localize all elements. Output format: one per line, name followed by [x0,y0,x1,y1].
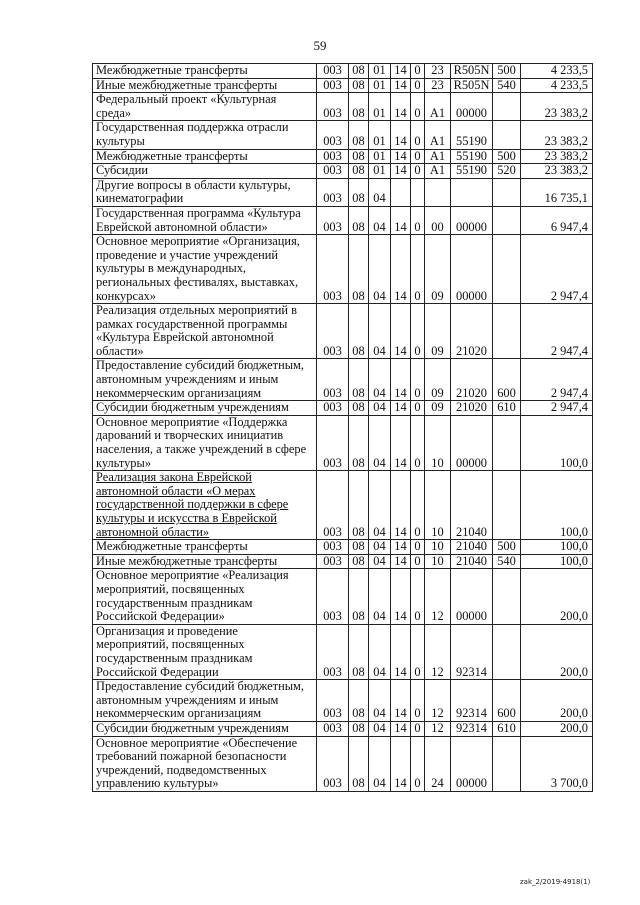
row-name: Межбюджетные трансферты [93,540,317,555]
podrazdel-code: 01 [369,164,391,179]
page-number: 59 [313,38,327,53]
direction-code: 21020 [451,304,493,359]
amount: 3 700,0 [521,736,593,791]
direction-code: 92314 [451,624,493,679]
razdel-code: 08 [349,149,369,164]
subprogram-code [411,178,425,206]
row-name: Государственная поддержка отрасли культуры [93,121,317,149]
vedomstvo-code: 003 [317,415,349,470]
vedomstvo-code: 003 [317,680,349,722]
table-row [93,736,593,791]
amount: 4 233,5 [521,64,593,79]
direction-code [451,178,493,206]
program-code: 14 [391,78,411,93]
event-code: 09 [425,235,451,304]
podrazdel-code: 04 [369,235,391,304]
event-code: A1 [425,149,451,164]
amount: 16 735,1 [521,178,593,206]
vedomstvo-code: 003 [317,78,349,93]
row-name: Федеральный проект «Культурная среда» [93,93,317,121]
razdel-code: 08 [349,121,369,149]
razdel-code: 08 [349,721,369,736]
table-row [93,415,593,470]
razdel-code: 08 [349,680,369,722]
amount: 100,0 [521,471,593,540]
expense-type-code: 600 [493,359,521,401]
expense-type-code [493,624,521,679]
expense-type-code: 610 [493,401,521,416]
program-code: 14 [391,359,411,401]
event-code: A1 [425,93,451,121]
podrazdel-code: 04 [369,624,391,679]
direction-code: 21040 [451,554,493,569]
vedomstvo-code: 003 [317,164,349,179]
razdel-code: 08 [349,304,369,359]
subprogram-code: 0 [411,78,425,93]
program-code: 14 [391,401,411,416]
row-name: Субсидии бюджетным учреждениям [93,721,317,736]
podrazdel-code: 04 [369,721,391,736]
table-row [93,235,593,304]
table-row [93,401,593,416]
razdel-code: 08 [349,554,369,569]
amount: 100,0 [521,554,593,569]
subprogram-code: 0 [411,401,425,416]
razdel-code: 08 [349,93,369,121]
podrazdel-code: 04 [369,359,391,401]
razdel-code: 08 [349,736,369,791]
row-name: Основное мероприятие «Реализация мероприятий, посвященных государственным праздникам Российской Федерации» [93,569,317,624]
row-name: Основное мероприятие «Поддержка дарований и творческих инициатив населения, а также учреждений в сфере культуры» [93,415,317,470]
vedomstvo-code: 003 [317,121,349,149]
event-code: 09 [425,304,451,359]
subprogram-code: 0 [411,624,425,679]
vedomstvo-code: 003 [317,178,349,206]
vedomstvo-code: 003 [317,359,349,401]
program-code [391,178,411,206]
row-name: Иные межбюджетные трансферты [93,78,317,93]
row-name: Основное мероприятие «Обеспечение требований пожарной безопасности учреждений, подведомственных управлению культуры» [93,736,317,791]
event-code: A1 [425,164,451,179]
event-code: 23 [425,64,451,79]
amount: 200,0 [521,680,593,722]
subprogram-code: 0 [411,304,425,359]
vedomstvo-code: 003 [317,540,349,555]
amount: 200,0 [521,721,593,736]
row-name: Другие вопросы в области культуры, кинематографии [93,178,317,206]
vedomstvo-code: 003 [317,304,349,359]
amount: 100,0 [521,540,593,555]
event-code: A1 [425,121,451,149]
vedomstvo-code: 003 [317,93,349,121]
program-code: 14 [391,121,411,149]
podrazdel-code: 04 [369,206,391,234]
table-row [93,149,593,164]
subprogram-code: 0 [411,540,425,555]
direction-code: 00000 [451,206,493,234]
event-code: 00 [425,206,451,234]
subprogram-code: 0 [411,359,425,401]
subprogram-code: 0 [411,164,425,179]
expense-type-code [493,93,521,121]
podrazdel-code: 04 [369,540,391,555]
direction-code: R505N [451,78,493,93]
direction-code: 55190 [451,164,493,179]
amount: 6 947,4 [521,206,593,234]
subprogram-code: 0 [411,235,425,304]
expense-type-code [493,415,521,470]
amount: 2 947,4 [521,359,593,401]
vedomstvo-code: 003 [317,206,349,234]
razdel-code: 08 [349,206,369,234]
program-code: 14 [391,471,411,540]
razdel-code: 08 [349,235,369,304]
vedomstvo-code: 003 [317,149,349,164]
vedomstvo-code: 003 [317,471,349,540]
expense-type-code: 610 [493,721,521,736]
podrazdel-code: 04 [369,415,391,470]
vedomstvo-code: 003 [317,736,349,791]
event-code: 12 [425,624,451,679]
subprogram-code: 0 [411,554,425,569]
event-code: 12 [425,569,451,624]
event-code: 12 [425,680,451,722]
direction-code: 55190 [451,149,493,164]
budget-table-body [93,64,593,792]
program-code: 14 [391,64,411,79]
vedomstvo-code: 003 [317,554,349,569]
event-code: 10 [425,540,451,555]
expense-type-code: 600 [493,680,521,722]
program-code: 14 [391,149,411,164]
event-code: 09 [425,401,451,416]
row-name: Государственная программа «Культура Еврейской автономной области» [93,206,317,234]
program-code: 14 [391,93,411,121]
table-row [93,206,593,234]
program-code: 14 [391,235,411,304]
razdel-code: 08 [349,359,369,401]
program-code: 14 [391,415,411,470]
direction-code: 21020 [451,401,493,416]
row-name: Иные межбюджетные трансферты [93,554,317,569]
event-code: 10 [425,554,451,569]
row-name: Организация и проведение мероприятий, посвященных государственным праздникам Российской Федерации [93,624,317,679]
amount: 23 383,2 [521,93,593,121]
podrazdel-code: 04 [369,680,391,722]
expense-type-code: 500 [493,540,521,555]
razdel-code: 08 [349,164,369,179]
direction-code: 00000 [451,235,493,304]
expense-type-code [493,121,521,149]
expense-type-code [493,569,521,624]
subprogram-code: 0 [411,736,425,791]
amount: 100,0 [521,415,593,470]
event-code: 09 [425,359,451,401]
razdel-code: 08 [349,78,369,93]
table-row [93,304,593,359]
table-row [93,164,593,179]
podrazdel-code: 01 [369,121,391,149]
table-row [93,680,593,722]
table-row [93,540,593,555]
expense-type-code [493,736,521,791]
row-name: Предоставление субсидий бюджетным, автономным учреждениям и иным некоммерческим организациям [93,359,317,401]
razdel-code: 08 [349,569,369,624]
program-code: 14 [391,569,411,624]
expense-type-code: 540 [493,78,521,93]
budget-table [92,63,593,792]
razdel-code: 08 [349,624,369,679]
document-footer-code: zak_2/2019-4918(1) [520,878,591,886]
direction-code: 92314 [451,680,493,722]
table-row [93,554,593,569]
direction-code: 00000 [451,569,493,624]
program-code: 14 [391,680,411,722]
amount: 2 947,4 [521,401,593,416]
podrazdel-code: 04 [369,304,391,359]
podrazdel-code: 04 [369,401,391,416]
subprogram-code: 0 [411,93,425,121]
vedomstvo-code: 003 [317,401,349,416]
event-code: 12 [425,721,451,736]
expense-type-code [493,235,521,304]
amount: 200,0 [521,569,593,624]
table-row [93,624,593,679]
podrazdel-code: 04 [369,554,391,569]
event-code [425,178,451,206]
table-row [93,178,593,206]
expense-type-code [493,178,521,206]
vedomstvo-code: 003 [317,569,349,624]
vedomstvo-code: 003 [317,64,349,79]
table-row [93,569,593,624]
podrazdel-code: 04 [369,178,391,206]
program-code: 14 [391,206,411,234]
row-name: Субсидии бюджетным учреждениям [93,401,317,416]
vedomstvo-code: 003 [317,235,349,304]
direction-code: 00000 [451,736,493,791]
razdel-code: 08 [349,471,369,540]
razdel-code: 08 [349,415,369,470]
amount: 4 233,5 [521,78,593,93]
row-name: Реализация отдельных мероприятий в рамках государственной программы «Культура Еврейской автономной области» [93,304,317,359]
subprogram-code: 0 [411,680,425,722]
program-code: 14 [391,554,411,569]
program-code: 14 [391,304,411,359]
vedomstvo-code: 003 [317,721,349,736]
expense-type-code: 500 [493,64,521,79]
direction-code: 00000 [451,415,493,470]
row-name: Предоставление субсидий бюджетным, автономным учреждениям и иным некоммерческим организациям [93,680,317,722]
direction-code: 21040 [451,540,493,555]
row-name: Субсидии [93,164,317,179]
subprogram-code: 0 [411,415,425,470]
event-code: 10 [425,471,451,540]
subprogram-code: 0 [411,64,425,79]
podrazdel-code: 04 [369,471,391,540]
table-row [93,359,593,401]
razdel-code: 08 [349,540,369,555]
podrazdel-code: 04 [369,736,391,791]
row-name: Основное мероприятие «Организация, проведение и участие учреждений культуры в международных, региональных фестивалях, выставках, конкурсах» [93,235,317,304]
program-code: 14 [391,624,411,679]
direction-code: 21040 [451,471,493,540]
table-row [93,721,593,736]
razdel-code: 08 [349,64,369,79]
amount: 23 383,2 [521,164,593,179]
program-code: 14 [391,164,411,179]
podrazdel-code: 04 [369,569,391,624]
expense-type-code [493,206,521,234]
direction-code: 21020 [451,359,493,401]
amount: 200,0 [521,624,593,679]
razdel-code: 08 [349,401,369,416]
event-code: 10 [425,415,451,470]
expense-type-code: 540 [493,554,521,569]
vedomstvo-code: 003 [317,624,349,679]
podrazdel-code: 01 [369,78,391,93]
subprogram-code: 0 [411,721,425,736]
amount: 23 383,2 [521,149,593,164]
amount: 2 947,4 [521,304,593,359]
expense-type-code [493,304,521,359]
expense-type-code [493,471,521,540]
direction-code: 92314 [451,721,493,736]
program-code: 14 [391,721,411,736]
row-name[interactable]: Реализация закона Еврейской автономной области «О мерах государственной поддержки в сфере культуры и искусства в Еврейской автономной области» [93,471,317,540]
row-name: Межбюджетные трансферты [93,64,317,79]
table-row [93,93,593,121]
subprogram-code: 0 [411,206,425,234]
program-code: 14 [391,736,411,791]
subprogram-code: 0 [411,121,425,149]
subprogram-code: 0 [411,149,425,164]
table-row [93,64,593,79]
podrazdel-code: 01 [369,149,391,164]
amount: 23 383,2 [521,121,593,149]
table-row [93,121,593,149]
amount: 2 947,4 [521,235,593,304]
event-code: 24 [425,736,451,791]
program-code: 14 [391,540,411,555]
podrazdel-code: 01 [369,64,391,79]
razdel-code: 08 [349,178,369,206]
expense-type-code: 520 [493,164,521,179]
expense-type-code: 500 [493,149,521,164]
direction-code: 00000 [451,93,493,121]
table-row [93,78,593,93]
row-name: Межбюджетные трансферты [93,149,317,164]
event-code: 23 [425,78,451,93]
subprogram-code: 0 [411,569,425,624]
subprogram-code: 0 [411,471,425,540]
table-row [93,471,593,540]
podrazdel-code: 01 [369,93,391,121]
direction-code: R505N [451,64,493,79]
direction-code: 55190 [451,121,493,149]
